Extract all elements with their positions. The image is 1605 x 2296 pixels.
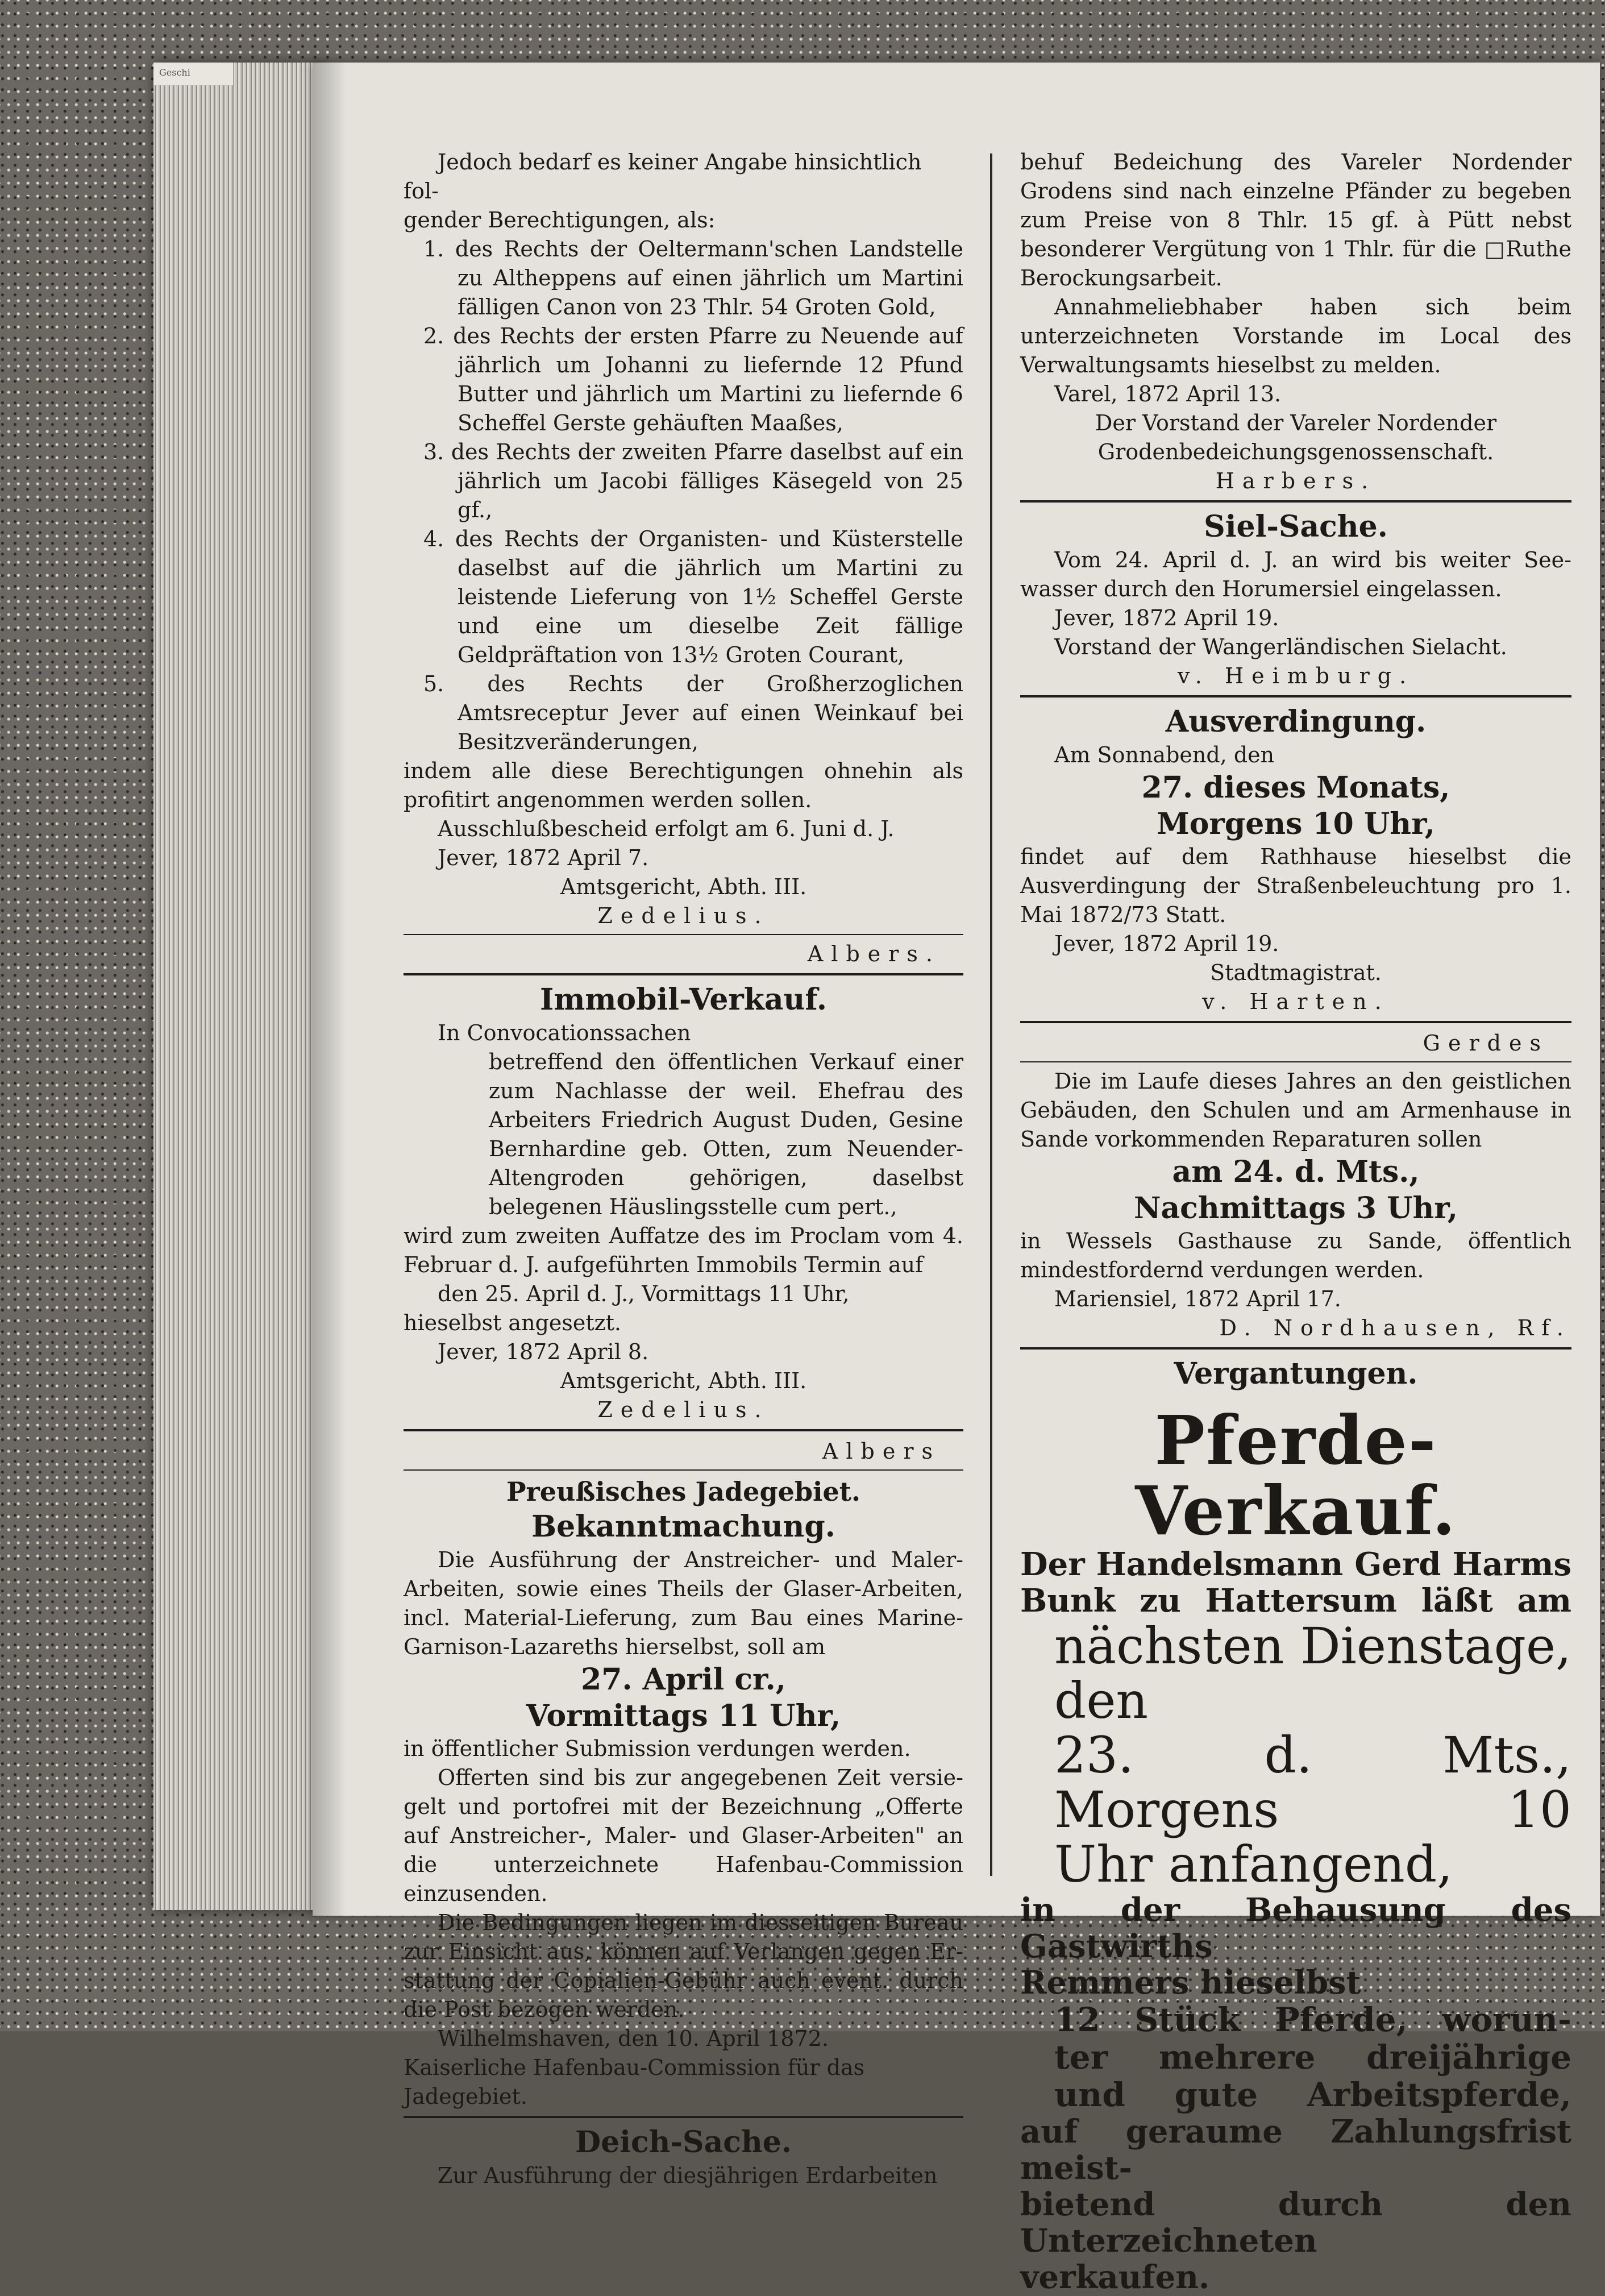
text-block: Die Bedingungen liegen im diesseitigen Bureau zur Einsicht aus, können auf Verlangen gegen Erstattung der Copialien-Gebühr auch event. durch die Post bezogen werden.: [404, 1910, 963, 2022]
ad-line: Der Handelsmann Gerd Harms: [1020, 1546, 1571, 1583]
section-title-siel: Siel-Sache.: [1204, 509, 1388, 544]
ad-line: auf geraume Zahlungsfrist meist-: [1020, 2113, 1571, 2187]
signature: Zedelius.: [597, 903, 770, 928]
section-title-vergantungen: Vergantungen.: [1174, 1356, 1418, 1391]
court-line: Amtsgericht, Abth. III.: [560, 874, 807, 899]
signature: Zedelius.: [597, 1397, 770, 1422]
divider: [1020, 695, 1571, 697]
signature: Albers: [822, 1439, 941, 1464]
divider: [404, 1429, 963, 1431]
ad-line: 23. d. Mts., Morgens 10: [1054, 1726, 1571, 1839]
page-stack-edge: [153, 63, 324, 1910]
date-line: Jever, 1872 April 7.: [438, 845, 649, 870]
section-title-preuss: Preußisches Jadegebiet.: [506, 1476, 861, 1507]
ad-line: in der Behausung des Gastwirths: [1020, 1891, 1571, 1965]
ad-line: bietend durch den Unterzeichneten: [1020, 2186, 1571, 2260]
signature: v. Heimburg.: [1177, 663, 1415, 688]
column-divider: [990, 153, 992, 1876]
ad-line: 12 Stück Pferde, worun-: [1054, 2000, 1571, 2039]
divider: [1020, 500, 1571, 503]
spine-label: Geschi: [153, 63, 233, 85]
section-title-immobil: Immobil-Verkauf.: [540, 982, 827, 1017]
text-block: Vom 24. April d. J. an wird bis weiter Seewasser durch den Horumersiel eingelassen.: [1020, 547, 1571, 601]
text-line: in öffentlicher Submission verdungen werden.: [404, 1736, 911, 1761]
org-line: Stadtmagistrat.: [1210, 960, 1382, 985]
text-line: hieselbst angesetzt.: [404, 1310, 622, 1335]
list-item: 5. des Rechts der Großherzoglichen Amtsreceptur Jever auf einen Weinkauf bei Besitzveränderungen,: [423, 671, 963, 754]
org-line: Der Vorstand der Vareler Nordender: [1095, 410, 1497, 435]
gutter-shadow: [313, 63, 347, 1916]
intro-line: Jedoch bedarf es keiner Angabe hinsichtlich fol-: [404, 150, 922, 204]
date-line: Varel, 1872 April 13.: [1054, 381, 1282, 406]
date-line: Wilhelmshaven, den 10. April 1872.: [438, 2026, 829, 2051]
section-title-ausverdingung: Ausverdingung.: [1165, 704, 1427, 739]
date-highlight: 27. dieses Monats,: [1141, 770, 1450, 805]
text-block: betreffend den öffentlichen Verkauf einer zum Nachlasse der weil. Ehefrau des Arbeiters Friedrich August Duden, Gesine Bernhardine geb. Otten, zum Neuender-Altengroden gehörigen, daselbst belegenen Häuslingsstelle cum pert.,: [489, 1049, 963, 1219]
ad-line: ter mehrere dreijährige: [1054, 2038, 1571, 2077]
date-line: Jever, 1872 April 8.: [438, 1339, 649, 1364]
divider: [1020, 1061, 1571, 1062]
intro-line: gender Berechtigungen, als:: [404, 207, 716, 232]
date-highlight: 27. April cr.,: [581, 1662, 786, 1697]
text-block: Die Ausführung der Anstreicher- und Maler-Arbeiten, sowie eines Theils der Glaser-Arbeiten, incl. Material-Lieferung, zum Bau eines Marine-Garnison-Lazareths hierselbst, soll am: [404, 1547, 963, 1659]
signature: v. Harten.: [1202, 989, 1390, 1014]
section-subtitle: Bekanntmachung.: [531, 1509, 835, 1544]
text-block: behuf Bedeichung des Vareler Nordender Grodens sind nach einzelne Pfänder zu begeben zum Preise von 8 Thlr. 15 gf. à Pütt nebst besonderer Vergütung von 1 Thlr. für die □Ruthe Berockungsarbeit.: [1020, 150, 1571, 290]
signature: D. Nordhausen, Rf.: [1219, 1315, 1571, 1340]
list-item: 1. des Rechts der Oeltermann'schen Landstelle zu Altheppens auf einen jährlich um Martini fälligen Canon von 23 Thlr. 54 Groten Gold,: [423, 236, 963, 319]
text-block: Annahmeliebhaber haben sich beim unterzeichneten Vorstande im Local des Verwaltungsamts hieselbst zu melden.: [1020, 294, 1571, 377]
text-block: Offerten sind bis zur angegebenen Zeit versiegelt und portofrei mit der Bezeichnung „Offerte auf Anstreicher-, Maler- und Glaser-Arbeiten" an die unterzeichnete Hafenbau-Commission einzusenden.: [404, 1765, 963, 1906]
text-block: in Wessels Gasthause zu Sande, öffentlich mindestfordernd verdungen werden.: [1020, 1228, 1571, 1282]
org-line: Grodenbedeichungsgenossenschaft.: [1097, 439, 1494, 464]
section-title-deich: Deich-Sache.: [575, 2125, 792, 2160]
court-line: Amtsgericht, Abth. III.: [560, 1368, 807, 1393]
signature: Albers.: [807, 941, 941, 966]
ad-line: verkaufen.: [1020, 2258, 1210, 2296]
ad-line: nächsten Dienstage, den: [1054, 1617, 1571, 1730]
divider: [404, 973, 963, 975]
left-column: [404, 148, 963, 2190]
text-block: Die im Laufe dieses Jahres an den geistlichen Gebäuden, den Schulen und am Armenhause in Sande vorkommenden Reparaturen sollen: [1020, 1069, 1571, 1152]
divider: [404, 2116, 963, 2118]
list-item: 4. des Rechts der Organisten- und Küsterstelle daselbst auf die jährlich um Martini zu leistende Lieferung von 1½ Scheffel Gerste und eine um dieselbe Zeit fällige Geldpräftation von 13½ Groten Courant,: [423, 526, 963, 667]
list-item: 3. des Rechts der zweiten Pfarre daselbst auf ein jährlich um Jacobi fälliges Käsegeld von 25 gf.,: [423, 439, 963, 522]
ad-line: und gute Arbeitspferde,: [1054, 2075, 1571, 2114]
list-item: 2. des Rechts der ersten Pfarre zu Neuende auf jährlich um Johanni zu liefernde 12 Pfund Butter und jährlich um Martini zu liefernde 6 Scheffel Gerste gehäuften Maaßes,: [423, 323, 963, 435]
date-line: Jever, 1872 April 19.: [1054, 605, 1279, 630]
divider: [404, 934, 963, 935]
ad-title-pferde: Pferde-Verkauf.: [1135, 1401, 1457, 1550]
ad-line: Bunk zu Hattersum läßt am: [1020, 1582, 1571, 1620]
bescheid-text: Ausschlußbescheid erfolgt am 6. Juni d. J.: [438, 816, 895, 841]
time-highlight: Nachmittags 3 Uhr,: [1133, 1191, 1458, 1226]
ad-line: Remmers hieselbst: [1020, 1964, 1361, 2002]
text-line: Am Sonnabend, den: [1054, 742, 1275, 767]
text-block: wird zum zweiten Auffatze des im Proclam vom 4. Februar d. J. aufgeführten Immobils Termin auf: [404, 1223, 963, 1277]
org-line: Vorstand der Wangerländischen Sielacht.: [1054, 634, 1507, 659]
signature: Kaiserliche Hafenbau-Commission für das Jadegebiet.: [404, 2055, 865, 2109]
divider: [1020, 1021, 1571, 1023]
signature: Gerdes: [1423, 1031, 1549, 1056]
text-line: Zur Ausführung der diesjährigen Erdarbeiten: [438, 2163, 938, 2188]
time-highlight: Vormittags 11 Uhr,: [526, 1699, 841, 1733]
ad-line: Uhr anfangend,: [1054, 1835, 1453, 1894]
date-line: Jever, 1872 April 19.: [1054, 931, 1279, 956]
date-highlight: am 24. d. Mts.,: [1172, 1155, 1420, 1189]
termin-line: den 25. April d. J., Vormittags 11 Uhr,: [438, 1281, 850, 1306]
time-highlight: Morgens 10 Uhr,: [1157, 807, 1435, 841]
closing-text: indem alle diese Berechtigungen ohnehin als profitirt angenommen werden sollen.: [404, 758, 963, 812]
date-line: Mariensiel, 1872 April 17.: [1054, 1286, 1341, 1311]
signature: Harbers.: [1215, 468, 1377, 493]
text-line: In Convocationssachen: [438, 1020, 691, 1045]
divider: [1020, 1347, 1571, 1350]
divider: [404, 1469, 963, 1471]
right-column: [1020, 148, 1571, 2295]
text-block: findet auf dem Rathhause hieselbst die Ausverdingung der Straßenbeleuchtung pro 1. Mai 1872/73 Statt.: [1020, 844, 1571, 927]
